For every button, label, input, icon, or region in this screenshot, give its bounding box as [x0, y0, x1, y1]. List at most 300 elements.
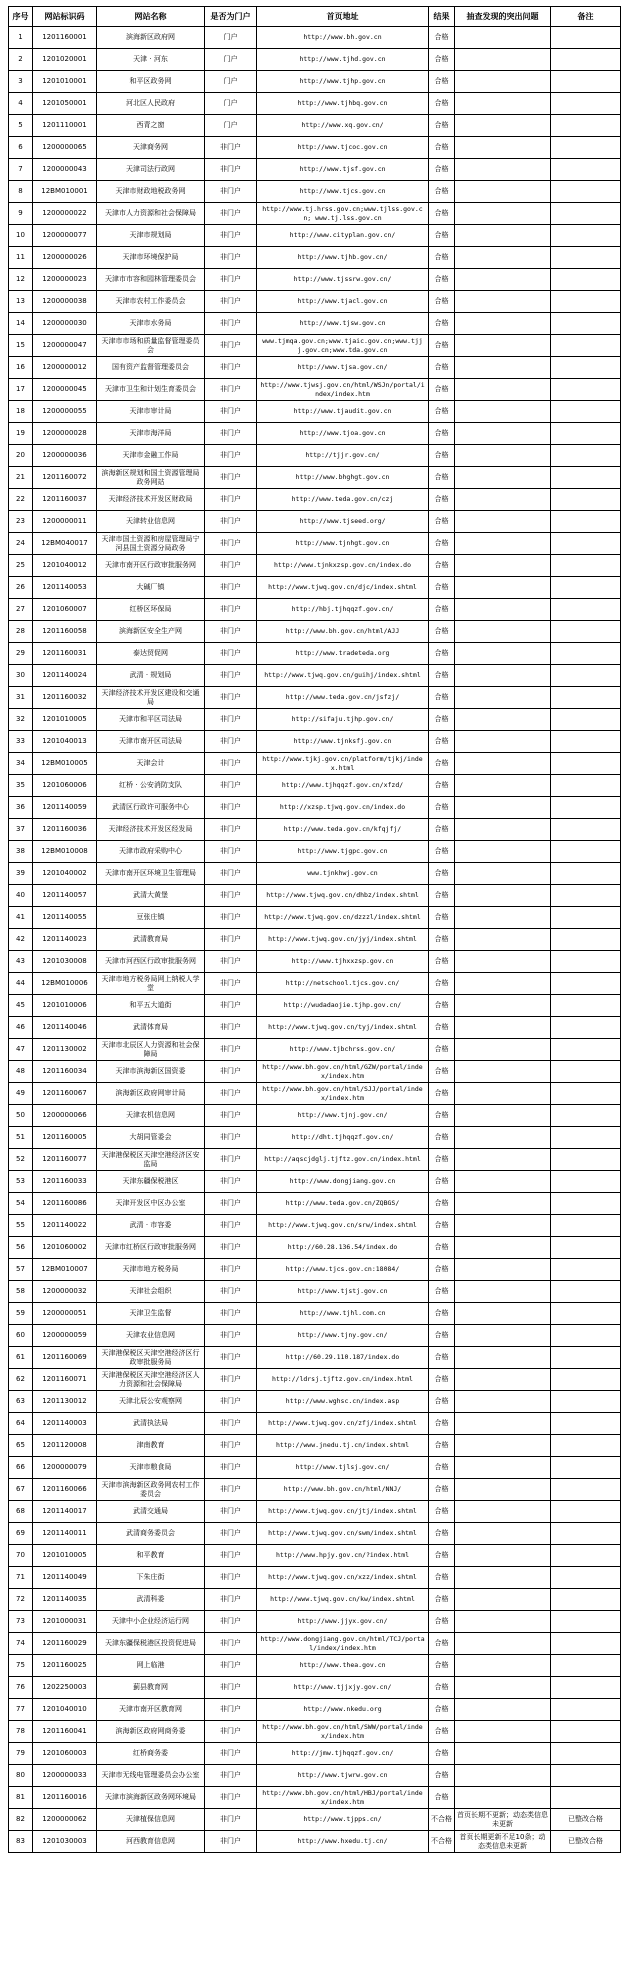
cell-site-id: 1201160025	[33, 1655, 97, 1677]
table-row	[9, 1171, 621, 1193]
cell-issues	[455, 731, 551, 753]
cell-site-name: 天津市农村工作委员会	[97, 291, 205, 313]
cell-result: 合格	[429, 159, 455, 181]
cell-site-name: 津南教育	[97, 1435, 205, 1457]
cell-site-id: 1200000030	[33, 313, 97, 335]
cell-is-portal: 非门户	[205, 863, 257, 885]
cell-issues	[455, 1523, 551, 1545]
cell-remarks	[551, 555, 621, 577]
cell-site-name: 天津市财政地税政务网	[97, 181, 205, 203]
cell-result: 合格	[429, 1501, 455, 1523]
cell-site-name: 天津植保信息网	[97, 1809, 205, 1831]
cell-index: 56	[9, 1237, 33, 1259]
cell-remarks	[551, 445, 621, 467]
cell-index: 10	[9, 225, 33, 247]
cell-result: 合格	[429, 1435, 455, 1457]
cell-site-name: 武清区行政许可服务中心	[97, 797, 205, 819]
table-row	[9, 1633, 621, 1655]
cell-homepage-url: http://www.tjssrw.gov.cn/	[257, 269, 429, 291]
cell-issues	[455, 1171, 551, 1193]
cell-site-id: 1200000026	[33, 247, 97, 269]
cell-result: 合格	[429, 1589, 455, 1611]
cell-issues	[455, 665, 551, 687]
cell-index: 11	[9, 247, 33, 269]
cell-site-name: 和平教育	[97, 1545, 205, 1567]
cell-index: 23	[9, 511, 33, 533]
cell-is-portal: 非门户	[205, 1435, 257, 1457]
table-row	[9, 951, 621, 973]
spot-check-table	[8, 6, 621, 1853]
cell-index: 19	[9, 423, 33, 445]
table-row	[9, 621, 621, 643]
table-row	[9, 1061, 621, 1083]
cell-remarks	[551, 71, 621, 93]
table-row	[9, 555, 621, 577]
cell-issues	[455, 115, 551, 137]
cell-site-id: 1201050001	[33, 93, 97, 115]
cell-site-id: 1201140049	[33, 1567, 97, 1589]
table-row	[9, 929, 621, 951]
cell-site-id: 1201060003	[33, 1743, 97, 1765]
table-row	[9, 1369, 621, 1391]
table-row	[9, 841, 621, 863]
cell-result: 合格	[429, 753, 455, 775]
cell-homepage-url: http://www.bhghgt.gov.cn	[257, 467, 429, 489]
cell-homepage-url: http://www.teda.gov.cn/czj	[257, 489, 429, 511]
cell-index: 17	[9, 379, 33, 401]
cell-result: 合格	[429, 225, 455, 247]
cell-site-id: 12BM010005	[33, 753, 97, 775]
table-row	[9, 1193, 621, 1215]
cell-result: 合格	[429, 775, 455, 797]
table-row	[9, 1567, 621, 1589]
cell-site-name: 天津市地方税务局网上纳税人学堂	[97, 973, 205, 995]
cell-issues	[455, 269, 551, 291]
cell-index: 54	[9, 1193, 33, 1215]
cell-homepage-url: http://www.bh.gov.cn/html/NNJ/	[257, 1479, 429, 1501]
cell-is-portal: 非门户	[205, 1413, 257, 1435]
cell-remarks	[551, 1281, 621, 1303]
cell-index: 50	[9, 1105, 33, 1127]
cell-result: 合格	[429, 27, 455, 49]
table-row	[9, 137, 621, 159]
cell-is-portal: 非门户	[205, 1545, 257, 1567]
cell-is-portal: 非门户	[205, 599, 257, 621]
cell-site-id: 1201130012	[33, 1391, 97, 1413]
cell-homepage-url: http://www.tjwq.gov.cn/jyj/index.shtml	[257, 929, 429, 951]
cell-homepage-url: http://www.dongjiang.gov.cn	[257, 1171, 429, 1193]
cell-issues	[455, 1787, 551, 1809]
cell-issues	[455, 93, 551, 115]
cell-issues	[455, 159, 551, 181]
table-row	[9, 247, 621, 269]
cell-result: 合格	[429, 1545, 455, 1567]
cell-issues	[455, 1479, 551, 1501]
cell-index: 70	[9, 1545, 33, 1567]
cell-is-portal: 非门户	[205, 1589, 257, 1611]
cell-homepage-url: http://www.tjstj.gov.cn	[257, 1281, 429, 1303]
table-row	[9, 225, 621, 247]
cell-homepage-url: http://www.teda.gov.cn/ZQBGS/	[257, 1193, 429, 1215]
cell-issues	[455, 291, 551, 313]
cell-index: 16	[9, 357, 33, 379]
cell-is-portal: 非门户	[205, 885, 257, 907]
cell-is-portal: 非门户	[205, 357, 257, 379]
cell-is-portal: 非门户	[205, 819, 257, 841]
cell-index: 20	[9, 445, 33, 467]
cell-index: 32	[9, 709, 33, 731]
header-issues: 抽查发现的突出问题	[455, 7, 551, 27]
table-body	[9, 27, 621, 1853]
cell-result: 合格	[429, 1391, 455, 1413]
cell-result: 合格	[429, 1567, 455, 1589]
cell-is-portal: 非门户	[205, 445, 257, 467]
cell-homepage-url: http://www.bh.gov.cn/html/SWW/portal/index/index.htm	[257, 1721, 429, 1743]
cell-remarks	[551, 1567, 621, 1589]
cell-issues	[455, 1765, 551, 1787]
cell-homepage-url: http://www.tjwsj.gov.cn/html/WSJn/portal/index/index.htm	[257, 379, 429, 401]
cell-is-portal: 非门户	[205, 1391, 257, 1413]
cell-index: 44	[9, 973, 33, 995]
cell-homepage-url: http://www.tjpps.cn/	[257, 1809, 429, 1831]
cell-is-portal: 非门户	[205, 467, 257, 489]
cell-index: 81	[9, 1787, 33, 1809]
cell-index: 14	[9, 313, 33, 335]
cell-site-id: 1201010005	[33, 709, 97, 731]
cell-site-name: 天津市无线电管理委员会办公室	[97, 1765, 205, 1787]
cell-remarks	[551, 1743, 621, 1765]
cell-site-name: 滨海新区安全生产网	[97, 621, 205, 643]
cell-issues	[455, 335, 551, 357]
table-row	[9, 1413, 621, 1435]
cell-site-name: 天津市国土资源和房屋管理局宁河县国土资源分局政务	[97, 533, 205, 555]
cell-site-id: 1201040013	[33, 731, 97, 753]
cell-index: 48	[9, 1061, 33, 1083]
cell-remarks	[551, 577, 621, 599]
cell-homepage-url: http://www.tjhqqzf.gov.cn/xfzd/	[257, 775, 429, 797]
cell-is-portal: 非门户	[205, 401, 257, 423]
table-row	[9, 423, 621, 445]
cell-site-id: 1200000055	[33, 401, 97, 423]
cell-homepage-url: http://www.tjoa.gov.cn	[257, 423, 429, 445]
cell-is-portal: 非门户	[205, 841, 257, 863]
cell-homepage-url: http://www.tjseed.org/	[257, 511, 429, 533]
cell-is-portal: 非门户	[205, 1457, 257, 1479]
cell-site-id: 1201110001	[33, 115, 97, 137]
cell-remarks	[551, 1523, 621, 1545]
cell-site-id: 1201120008	[33, 1435, 97, 1457]
cell-site-name: 天津市滨海新区国资委	[97, 1061, 205, 1083]
cell-is-portal: 非门户	[205, 577, 257, 599]
cell-site-name: 大碱厂镇	[97, 577, 205, 599]
cell-is-portal: 非门户	[205, 1061, 257, 1083]
cell-result: 合格	[429, 1369, 455, 1391]
cell-result: 合格	[429, 423, 455, 445]
cell-index: 78	[9, 1721, 33, 1743]
cell-homepage-url: http://60.29.110.187/index.do	[257, 1347, 429, 1369]
cell-result: 合格	[429, 115, 455, 137]
table-row	[9, 665, 621, 687]
cell-homepage-url: http://www.tjwq.gov.cn/dhbz/index.shtml	[257, 885, 429, 907]
cell-issues	[455, 1501, 551, 1523]
table-row	[9, 71, 621, 93]
cell-result: 合格	[429, 313, 455, 335]
cell-homepage-url: http://www.tjhp.gov.cn	[257, 71, 429, 93]
cell-issues	[455, 137, 551, 159]
cell-result: 合格	[429, 643, 455, 665]
cell-remarks	[551, 291, 621, 313]
cell-is-portal: 非门户	[205, 775, 257, 797]
table-row	[9, 1017, 621, 1039]
cell-is-portal: 非门户	[205, 1831, 257, 1853]
cell-result: 合格	[429, 137, 455, 159]
cell-site-name: 滨海新区政府网审计局	[97, 1083, 205, 1105]
cell-remarks	[551, 489, 621, 511]
cell-index: 37	[9, 819, 33, 841]
cell-site-id: 1201160005	[33, 1127, 97, 1149]
table-row	[9, 995, 621, 1017]
cell-remarks	[551, 775, 621, 797]
table-row	[9, 1831, 621, 1853]
cell-issues: 首页长期不更新；动态类信息未更新	[455, 1809, 551, 1831]
cell-issues	[455, 357, 551, 379]
cell-is-portal: 非门户	[205, 423, 257, 445]
table-row	[9, 291, 621, 313]
cell-is-portal: 非门户	[205, 335, 257, 357]
cell-site-id: 1201060002	[33, 1237, 97, 1259]
cell-site-name: 天津市卫生和计划生育委员会	[97, 379, 205, 401]
cell-issues	[455, 181, 551, 203]
cell-issues	[455, 1259, 551, 1281]
cell-result: 合格	[429, 819, 455, 841]
cell-site-id: 12BM010007	[33, 1259, 97, 1281]
cell-index: 63	[9, 1391, 33, 1413]
cell-site-name: 和平五大道街	[97, 995, 205, 1017]
cell-issues	[455, 841, 551, 863]
cell-homepage-url: http://www.bh.gov.cn/html/HBJ/portal/index/index.htm	[257, 1787, 429, 1809]
table-row	[9, 379, 621, 401]
cell-issues	[455, 445, 551, 467]
cell-homepage-url: http://www.thea.gov.cn	[257, 1655, 429, 1677]
cell-site-id: 1200000077	[33, 225, 97, 247]
cell-issues	[455, 379, 551, 401]
cell-issues	[455, 1589, 551, 1611]
cell-site-name: 网上临港	[97, 1655, 205, 1677]
cell-site-name: 武清执法局	[97, 1413, 205, 1435]
cell-site-name: 天津司法行政网	[97, 159, 205, 181]
table-row	[9, 643, 621, 665]
cell-index: 66	[9, 1457, 33, 1479]
table-row	[9, 687, 621, 709]
cell-is-portal: 非门户	[205, 951, 257, 973]
cell-site-id: 1200000059	[33, 1325, 97, 1347]
cell-homepage-url: http://www.tjnj.gov.cn/	[257, 1105, 429, 1127]
cell-index: 45	[9, 995, 33, 1017]
cell-site-id: 1201160001	[33, 27, 97, 49]
cell-is-portal: 非门户	[205, 291, 257, 313]
table-row	[9, 1589, 621, 1611]
cell-issues	[455, 1699, 551, 1721]
cell-is-portal: 非门户	[205, 1567, 257, 1589]
cell-index: 2	[9, 49, 33, 71]
table-row	[9, 819, 621, 841]
cell-homepage-url: http://www.tjny.gov.cn/	[257, 1325, 429, 1347]
cell-site-id: 1201160077	[33, 1149, 97, 1171]
cell-result: 合格	[429, 665, 455, 687]
cell-result: 合格	[429, 247, 455, 269]
cell-homepage-url: http://www.tjhl.com.cn	[257, 1303, 429, 1325]
cell-site-name: 河西教育信息网	[97, 1831, 205, 1853]
cell-is-portal: 门户	[205, 27, 257, 49]
cell-is-portal: 非门户	[205, 313, 257, 335]
cell-site-name: 武清商务委员会	[97, 1523, 205, 1545]
cell-site-id: 1201160031	[33, 643, 97, 665]
cell-result: 合格	[429, 269, 455, 291]
cell-issues	[455, 1413, 551, 1435]
table-row	[9, 93, 621, 115]
cell-remarks	[551, 1017, 621, 1039]
cell-site-id: 1200000051	[33, 1303, 97, 1325]
table-row	[9, 1237, 621, 1259]
cell-site-name: 西青之窗	[97, 115, 205, 137]
cell-site-id: 1201160041	[33, 1721, 97, 1743]
cell-is-portal: 非门户	[205, 1259, 257, 1281]
cell-remarks	[551, 929, 621, 951]
cell-remarks	[551, 379, 621, 401]
cell-issues	[455, 973, 551, 995]
cell-remarks	[551, 1083, 621, 1105]
cell-site-id: 1201160066	[33, 1479, 97, 1501]
cell-site-name: 天津转业信息网	[97, 511, 205, 533]
cell-remarks	[551, 269, 621, 291]
cell-homepage-url: http://www.tjkj.gov.cn/platform/tjkj/index.html	[257, 753, 429, 775]
cell-remarks	[551, 1171, 621, 1193]
cell-site-id: 1200000032	[33, 1281, 97, 1303]
cell-index: 13	[9, 291, 33, 313]
cell-remarks	[551, 1127, 621, 1149]
cell-index: 75	[9, 1655, 33, 1677]
cell-is-portal: 非门户	[205, 1325, 257, 1347]
cell-site-name: 天津市市容和园林管理委员会	[97, 269, 205, 291]
cell-site-name: 天津商务网	[97, 137, 205, 159]
cell-site-name: 红桥区环保局	[97, 599, 205, 621]
cell-site-name: 天津市地方税务局	[97, 1259, 205, 1281]
cell-site-name: 泰达贸促网	[97, 643, 205, 665]
cell-remarks	[551, 841, 621, 863]
table-row	[9, 1149, 621, 1171]
table-row	[9, 577, 621, 599]
cell-is-portal: 非门户	[205, 621, 257, 643]
cell-remarks	[551, 973, 621, 995]
cell-remarks	[551, 115, 621, 137]
cell-issues	[455, 863, 551, 885]
cell-result: 合格	[429, 797, 455, 819]
table-row	[9, 27, 621, 49]
cell-remarks	[551, 995, 621, 1017]
cell-is-portal: 非门户	[205, 907, 257, 929]
cell-is-portal: 非门户	[205, 247, 257, 269]
cell-is-portal: 非门户	[205, 1083, 257, 1105]
cell-index: 82	[9, 1809, 33, 1831]
cell-issues	[455, 511, 551, 533]
cell-remarks	[551, 181, 621, 203]
cell-issues	[455, 951, 551, 973]
cell-site-id: 1201140003	[33, 1413, 97, 1435]
cell-is-portal: 非门户	[205, 1501, 257, 1523]
cell-site-name: 天津市红桥区行政审批服务网	[97, 1237, 205, 1259]
cell-site-name: 滨海新区政府网	[97, 27, 205, 49]
cell-site-id: 1201160086	[33, 1193, 97, 1215]
cell-issues	[455, 1061, 551, 1083]
cell-index: 43	[9, 951, 33, 973]
cell-index: 35	[9, 775, 33, 797]
cell-index: 76	[9, 1677, 33, 1699]
cell-result: 合格	[429, 93, 455, 115]
cell-site-name: 天津农业信息网	[97, 1325, 205, 1347]
cell-is-portal: 门户	[205, 115, 257, 137]
cell-site-id: 1201160032	[33, 687, 97, 709]
cell-site-id: 1201010006	[33, 995, 97, 1017]
cell-site-id: 1200000038	[33, 291, 97, 313]
cell-homepage-url: http://www.cityplan.gov.cn/	[257, 225, 429, 247]
cell-site-id: 1201030008	[33, 951, 97, 973]
cell-site-id: 1201140053	[33, 577, 97, 599]
table-row	[9, 1391, 621, 1413]
cell-index: 69	[9, 1523, 33, 1545]
cell-site-name: 天津港保税区天津空港经济区行政审批服务局	[97, 1347, 205, 1369]
cell-site-name: 天津 · 河东	[97, 49, 205, 71]
cell-site-name: 天津市和平区司法局	[97, 709, 205, 731]
cell-result: 合格	[429, 467, 455, 489]
cell-index: 61	[9, 1347, 33, 1369]
cell-site-id: 1201160037	[33, 489, 97, 511]
cell-index: 5	[9, 115, 33, 137]
cell-index: 79	[9, 1743, 33, 1765]
cell-result: 合格	[429, 1743, 455, 1765]
cell-is-portal: 非门户	[205, 753, 257, 775]
cell-issues	[455, 1743, 551, 1765]
cell-is-portal: 非门户	[205, 1149, 257, 1171]
cell-homepage-url: http://www.wghsc.cn/index.asp	[257, 1391, 429, 1413]
cell-site-id: 1200000036	[33, 445, 97, 467]
cell-issues	[455, 423, 551, 445]
cell-remarks	[551, 1765, 621, 1787]
cell-homepage-url: http://www.jnedu.tj.cn/index.shtml	[257, 1435, 429, 1457]
cell-site-id: 1201160071	[33, 1369, 97, 1391]
cell-remarks	[551, 1457, 621, 1479]
cell-is-portal: 非门户	[205, 1171, 257, 1193]
cell-issues	[455, 1105, 551, 1127]
cell-index: 73	[9, 1611, 33, 1633]
cell-site-name: 国有资产监督管理委员会	[97, 357, 205, 379]
cell-site-name: 天津市水务局	[97, 313, 205, 335]
cell-site-id: 1201140024	[33, 665, 97, 687]
cell-issues	[455, 797, 551, 819]
table-row	[9, 885, 621, 907]
cell-index: 40	[9, 885, 33, 907]
table-row	[9, 1743, 621, 1765]
cell-remarks	[551, 159, 621, 181]
cell-result: 合格	[429, 357, 455, 379]
cell-site-id: 1200000047	[33, 335, 97, 357]
cell-homepage-url: http://www.tjlsj.gov.cn/	[257, 1457, 429, 1479]
cell-site-name: 武清科委	[97, 1589, 205, 1611]
cell-is-portal: 非门户	[205, 665, 257, 687]
cell-site-name: 豆张庄镇	[97, 907, 205, 929]
cell-result: 合格	[429, 1413, 455, 1435]
cell-site-name: 武清 · 市容委	[97, 1215, 205, 1237]
cell-site-id: 1200000022	[33, 203, 97, 225]
